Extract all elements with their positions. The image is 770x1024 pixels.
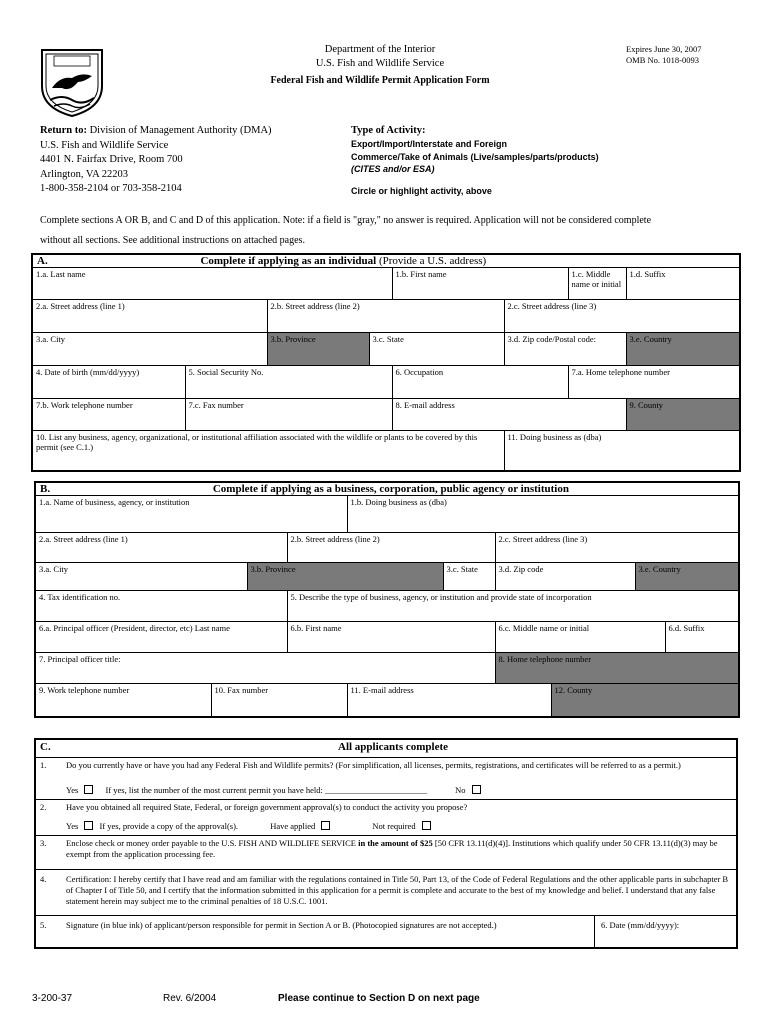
- section-a-letter: A.: [37, 255, 48, 267]
- intro-text: [40, 211, 740, 251]
- b-street-3[interactable]: 2.c. Street address (line 3): [495, 533, 739, 563]
- b-street-2[interactable]: 2.b. Street address (line 2): [287, 533, 495, 563]
- a-province: 3.b. Province: [267, 333, 369, 366]
- c-q1-answers: [66, 785, 730, 796]
- return-line-5: 1-800-358-2104 or 703-358-2104: [40, 183, 182, 194]
- a-dba[interactable]: 11. Doing business as (dba): [504, 431, 740, 471]
- activity-line-2[interactable]: Commerce/Take of Animals (Live/samples/parts/products): [351, 151, 599, 162]
- b-officer-suffix[interactable]: 6.d. Suffix: [665, 622, 739, 653]
- b-officer-middle-name[interactable]: 6.c. Middle name or initial: [495, 622, 665, 653]
- c-q2-not-required-checkbox[interactable]: [422, 821, 431, 830]
- a-country: 3.e. Country: [626, 333, 740, 366]
- return-line-1: Division of Management Authority (DMA): [89, 125, 272, 136]
- c-question-2: [34, 799, 738, 835]
- dept-name: Department of the Interior: [324, 44, 436, 55]
- c-question-3: [34, 835, 738, 869]
- section-b-header: [35, 482, 739, 496]
- a-suffix[interactable]: 1.d. Suffix: [626, 268, 740, 300]
- a-fax[interactable]: 7.c. Fax number: [185, 399, 392, 431]
- c-q2-not-required-label: Not required: [372, 821, 416, 831]
- expires-date: Expires June 30, 2007: [626, 44, 702, 54]
- section-c-letter: C.: [40, 741, 51, 753]
- c-q1-text: Do you currently have or have you had any Federal Fish and Wildlife permits? (For simplification, all licenses, permits, registrations, and certificates will be referred to as a permit.): [66, 760, 681, 770]
- c-q2-yes-checkbox[interactable]: [84, 821, 93, 830]
- c-signature-field[interactable]: Signature (in blue ink) of applicant/person responsible for permit in Section A or B. (Photocopied signatures are not accepted.): [66, 920, 497, 930]
- c-q2-applied-checkbox[interactable]: [321, 821, 330, 830]
- omb-number: OMB No. 1018-0093: [626, 55, 699, 65]
- return-address: [40, 124, 272, 197]
- b-fax[interactable]: 10. Fax number: [211, 684, 347, 717]
- a-street-1[interactable]: 2.a. Street address (line 1): [32, 300, 267, 333]
- a-county: 9. County: [626, 399, 740, 431]
- c-q2-answers: [66, 821, 730, 832]
- b-dba[interactable]: 1.b. Doing business as (dba): [347, 496, 739, 533]
- a-street-3[interactable]: 2.c. Street address (line 3): [504, 300, 740, 333]
- b-state[interactable]: 3.c. State: [443, 563, 495, 591]
- b-country: 3.e. Country: [635, 563, 739, 591]
- activity-instruction: Circle or highlight activity, above: [351, 185, 492, 196]
- return-line-3: 4401 N. Fairfax Drive, Room 700: [40, 154, 183, 165]
- a-affiliation[interactable]: 10. List any business, agency, organizational, or institutional affiliation associated with the wildlife or plants to be covered by this permit (see C.1.): [32, 431, 504, 471]
- c-q4-certification: Certification: I hereby certify that I have read and am familiar with the regulations contained in Title 50, Part 13, of the Code of Federal Regulations and the other applicable parts in subchapter B of Chapter I of Title 50, and I certify that the information submitted in this application for a permit is complete and accurate to the best of my knowledge and belief. I understand that any false statement herein may subject me to the criminal penalties of 18 U.S.C. 1001.: [66, 874, 729, 906]
- fws-seal-logo: [40, 46, 104, 118]
- revision: Rev. 6/2004: [163, 993, 217, 1004]
- a-work-phone[interactable]: 7.b. Work telephone number: [32, 399, 185, 431]
- c-q5-number: 5.: [40, 920, 47, 930]
- section-a-title: Complete if applying as an individual: [200, 255, 377, 267]
- c-question-5: [34, 915, 738, 949]
- a-ssn[interactable]: 5. Social Security No.: [185, 366, 392, 399]
- b-province: 3.b. Province: [247, 563, 443, 591]
- a-email[interactable]: 8. E-mail address: [392, 399, 626, 431]
- b-email[interactable]: 11. E-mail address: [347, 684, 551, 717]
- c-q1-yes-label: Yes: [66, 785, 79, 795]
- activity-label: Type of Activity:: [351, 125, 426, 136]
- c-q2-number: 2.: [40, 802, 47, 812]
- b-work-phone[interactable]: 9. Work telephone number: [35, 684, 211, 717]
- a-zip[interactable]: 3.d. Zip code/Postal code:: [504, 333, 626, 366]
- c-q3-fee: in the amount of $25: [358, 838, 433, 848]
- c-q3-text-b: [50 CFR 13.11(d)(4)]. Institutions which qualify under 50 CFR 13.11(d)(3) may be exempt from the application processing fee.: [66, 838, 718, 859]
- section-b-title: Complete if applying as a business, corporation, public agency or institution: [212, 483, 569, 495]
- b-home-phone: 8. Home telephone number: [495, 653, 739, 684]
- activity-type: [351, 124, 599, 197]
- b-officer-first-name[interactable]: 6.b. First name: [287, 622, 495, 653]
- form-number: 3-200-37: [32, 993, 73, 1004]
- b-county: 12. County: [551, 684, 739, 717]
- form-title: Federal Fish and Wildlife Permit Application Form: [270, 75, 490, 86]
- b-officer-last-name[interactable]: 6.a. Principal officer (President, director, etc) Last name: [35, 622, 287, 653]
- a-occupation[interactable]: 6. Occupation: [392, 366, 568, 399]
- c-q1-permit-number[interactable]: If yes, list the number of the most current permit you have held: ________________________: [105, 785, 428, 795]
- a-state[interactable]: 3.c. State: [369, 333, 504, 366]
- section-a: [31, 253, 741, 472]
- c-q3-text-a: Enclose check or money order payable to the U.S. FISH AND WILDLIFE SERVICE: [66, 838, 359, 848]
- c-q2-applied-label: Have applied: [270, 821, 316, 831]
- return-line-2: U.S. Fish and Wildlife Service: [40, 139, 169, 151]
- a-home-phone[interactable]: 7.a. Home telephone number: [568, 366, 740, 399]
- expiration-block: [626, 44, 702, 66]
- return-label: Return to:: [40, 125, 87, 136]
- section-c-title: All applicants complete: [338, 741, 448, 753]
- section-b: [34, 481, 740, 718]
- a-first-name[interactable]: 1.b. First name: [392, 268, 568, 300]
- b-street-1[interactable]: 2.a. Street address (line 1): [35, 533, 287, 563]
- return-line-4: Arlington, VA 22203: [40, 168, 128, 180]
- a-city[interactable]: 3.a. City: [32, 333, 267, 366]
- c-question-1: [34, 757, 738, 799]
- a-date-of-birth[interactable]: 4. Date of birth (mm/dd/yyyy): [32, 366, 185, 399]
- c-q1-yes-checkbox[interactable]: [84, 785, 93, 794]
- section-a-title-note: (Provide a U.S. address): [378, 255, 487, 267]
- continue-note: Please continue to Section D on next page: [278, 993, 480, 1004]
- service-name: U.S. Fish and Wildlife Service: [315, 58, 445, 69]
- activity-line-1[interactable]: Export/Import/Interstate and Foreign: [351, 139, 508, 149]
- c-question-4: [34, 869, 738, 915]
- b-tax-id[interactable]: 4. Tax identification no.: [35, 591, 287, 622]
- b-zip[interactable]: 3.d. Zip code: [495, 563, 635, 591]
- b-business-name[interactable]: 1.a. Name of business, agency, or institution: [35, 496, 347, 533]
- a-street-2[interactable]: 2.b. Street address (line 2): [267, 300, 504, 333]
- c-q3-text: [66, 838, 730, 860]
- section-b-letter: B.: [40, 483, 51, 495]
- c-q2-yes-label: Yes: [66, 821, 79, 831]
- b-business-type[interactable]: 5. Describe the type of business, agency, or institution and provide state of incorporation: [287, 591, 739, 622]
- intro-line-2: without all sections. See additional instructions on attached pages.: [40, 235, 305, 246]
- c-q4-number: 4.: [40, 874, 47, 884]
- c-q2-text: Have you obtained all required State, Federal, or foreign government approval(s) to conduct the activity you propose?: [66, 802, 468, 812]
- c-q3-number: 3.: [40, 838, 47, 848]
- section-a-header: [32, 254, 740, 268]
- a-middle-name[interactable]: 1.c. Middle name or initial: [568, 268, 626, 300]
- b-city[interactable]: 3.a. City: [35, 563, 247, 591]
- c-q2-yes-note: If yes, provide a copy of the approval(s).: [99, 821, 239, 831]
- a-last-name[interactable]: 1.a. Last name: [32, 268, 392, 300]
- c-q1-no-label: No: [455, 785, 466, 795]
- activity-line-3[interactable]: (CITES and/or ESA): [351, 164, 435, 174]
- b-officer-title[interactable]: 7. Principal officer title:: [35, 653, 495, 684]
- c-date-field[interactable]: 6. Date (mm/dd/yyyy):: [594, 916, 738, 949]
- c-q1-number: 1.: [40, 760, 47, 770]
- c-q1-no-checkbox[interactable]: [472, 785, 481, 794]
- intro-line-1: Complete sections A OR B, and C and D of this application. Note: if a field is "gray," no answer is required. Application will not be considered complete: [40, 215, 652, 226]
